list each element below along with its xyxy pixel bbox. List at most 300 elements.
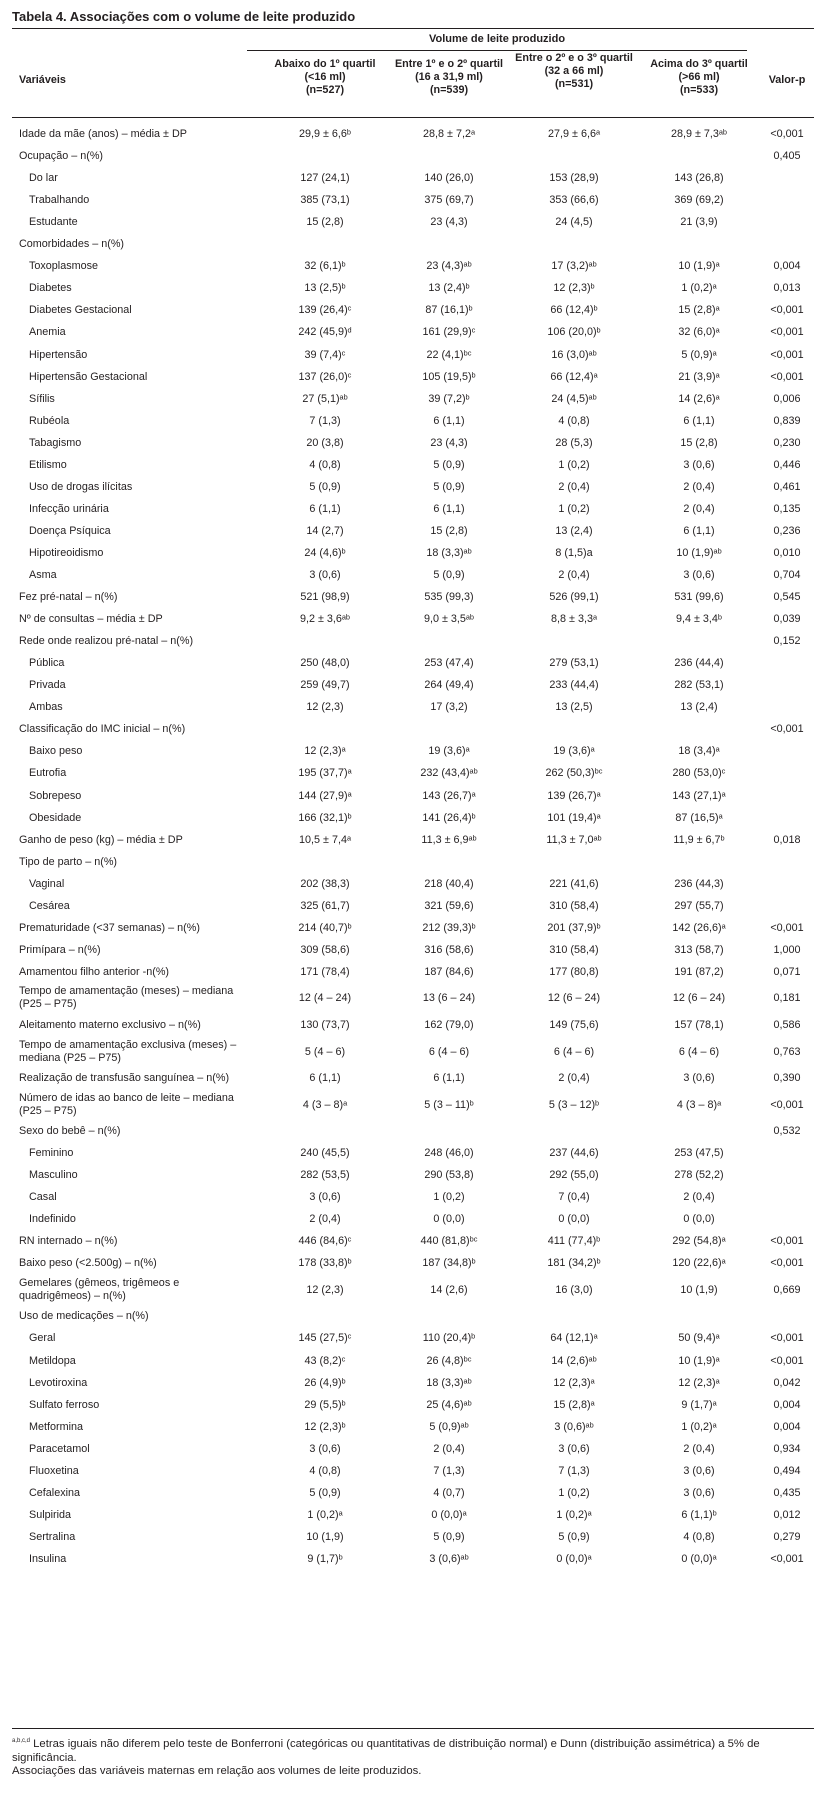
cell-pvalue: 1,000	[773, 943, 801, 956]
header-bottom-rule	[12, 117, 814, 118]
row-label: Tempo de amamentação exclusiva (meses) – mediana (P25 – P75)	[19, 1038, 237, 1064]
cell-q1: 4 (0,8)	[309, 458, 341, 471]
cell-q1: 10 (1,9)	[306, 1530, 344, 1543]
row-label: Sertralina	[29, 1530, 76, 1543]
cell-pvalue: <0,001	[770, 723, 804, 736]
footnote	[12, 1734, 814, 1765]
cell-q1: 5 (4 – 6)	[304, 1045, 346, 1058]
cell-q3: 13 (2,5)	[555, 701, 593, 714]
cell-q4: 236 (44,3)	[674, 877, 724, 890]
cell-pvalue: 0,839	[773, 414, 801, 427]
cell-pvalue: 0,435	[773, 1486, 801, 1499]
cell-q1: 1 (0,2)ᵃ	[307, 1508, 343, 1521]
cell-q1: 171 (78,4)	[300, 965, 350, 978]
cell-q1: 29 (5,5)ᵇ	[304, 1398, 346, 1411]
cell-q4: 9,4 ± 3,4ᵇ	[675, 613, 723, 626]
cell-q2: 0 (0,0)	[433, 1213, 465, 1226]
cell-q3: 526 (99,1)	[549, 591, 599, 604]
cell-pvalue: 0,494	[773, 1464, 801, 1477]
table-row	[12, 674, 814, 696]
column-header-q1: Abaixo do 1º quartil (<16 ml) (n=527)	[274, 58, 376, 96]
cell-q1: 385 (73,1)	[300, 194, 350, 207]
table-row	[12, 939, 814, 961]
table-row	[12, 366, 814, 388]
table-row	[12, 1067, 814, 1089]
cell-q4: 2 (0,4)	[683, 502, 715, 515]
cell-q3: 153 (28,9)	[549, 172, 599, 185]
row-label: Do lar	[29, 172, 58, 185]
row-label: Realização de transfusão sanguínea – n(%)	[19, 1072, 230, 1085]
cell-q3: 3 (0,6)	[558, 1442, 590, 1455]
cell-q2: 321 (59,6)	[424, 899, 474, 912]
table-row	[12, 586, 814, 608]
table-row	[12, 520, 814, 542]
cell-q3: 310 (58,4)	[549, 899, 599, 912]
table-row	[12, 1394, 814, 1416]
row-label: Privada	[29, 679, 66, 692]
cell-q2: 28,8 ± 7,2ᵃ	[423, 128, 475, 141]
cell-q1: 13 (2,5)ᵇ	[304, 282, 346, 295]
cell-q2: 248 (46,0)	[424, 1147, 474, 1160]
cell-q3: 1 (0,2)	[558, 1486, 590, 1499]
cell-q3: 12 (6 – 24)	[547, 992, 601, 1005]
cell-q3: 15 (2,8)ᵃ	[553, 1398, 595, 1411]
cell-q3: 4 (0,8)	[558, 414, 590, 427]
cell-q2: 7 (1,3)	[433, 1464, 465, 1477]
variables-header: Variáveis	[19, 74, 66, 86]
table-row	[12, 873, 814, 895]
cell-pvalue: 0,934	[773, 1442, 801, 1455]
cell-pvalue: 0,018	[773, 833, 801, 846]
cell-q3: 7 (0,4)	[558, 1191, 590, 1204]
cell-q1: 259 (49,7)	[300, 679, 350, 692]
cell-q4: 282 (53,1)	[674, 679, 724, 692]
cell-pvalue: 0,236	[773, 524, 801, 537]
cell-pvalue: <0,001	[770, 1098, 804, 1111]
row-label: Feminino	[29, 1147, 74, 1160]
cell-q4: 143 (26,8)	[674, 172, 724, 185]
cell-q2: 212 (39,3)ᵇ	[422, 921, 476, 934]
cell-q3: 237 (44,6)	[549, 1147, 599, 1160]
cell-q3: 24 (4,5)ᵃᵇ	[551, 392, 597, 405]
cell-q2: 4 (0,7)	[433, 1486, 465, 1499]
cell-q2: 535 (99,3)	[424, 591, 474, 604]
cell-q4: 369 (69,2)	[674, 194, 724, 207]
cell-q3: 12 (2,3)ᵇ	[553, 282, 595, 295]
cell-q3: 8 (1,5)a	[555, 546, 593, 559]
row-label: Asma	[29, 569, 57, 582]
cell-pvalue: 0,446	[773, 458, 801, 471]
cell-q2: 9,0 ± 3,5ᵃᵇ	[423, 613, 475, 626]
cell-pvalue: 0,461	[773, 480, 801, 493]
row-label: Diabetes Gestacional	[29, 304, 132, 317]
column-header-q3: Entre o 2º e o 3º quartil (32 a 66 ml) (n=531)	[515, 52, 633, 90]
row-label: Hipertensão	[29, 348, 88, 361]
cell-q3: 64 (12,1)ᵃ	[550, 1332, 598, 1345]
cell-q3: 279 (53,1)	[549, 657, 599, 670]
cell-q4: 32 (6,0)ᵃ	[678, 326, 720, 339]
cell-q2: 14 (2,6)	[430, 1283, 468, 1296]
cell-q1: 144 (27,9)ᵃ	[298, 789, 352, 802]
cell-q2: 39 (7,2)ᵇ	[428, 392, 470, 405]
cell-q3: 262 (50,3)ᵇᶜ	[545, 767, 603, 780]
cell-q2: 17 (3,2)	[430, 701, 468, 714]
table-row	[12, 1252, 814, 1274]
cell-q4: 2 (0,4)	[683, 1442, 715, 1455]
cell-q3: 2 (0,4)	[558, 569, 590, 582]
column-group-label: Volume de leite produzido	[428, 33, 566, 45]
cell-q2: 5 (3 – 11)ᵇ	[424, 1098, 474, 1111]
table-row	[12, 807, 814, 829]
cell-q1: 3 (0,6)	[309, 1442, 341, 1455]
row-label: Ganho de peso (kg) – média ± DP	[19, 833, 183, 846]
cell-q3: 181 (34,2)ᵇ	[547, 1257, 601, 1270]
cell-q1: 446 (84,6)ᶜ	[298, 1235, 352, 1248]
cell-q2: 23 (4,3)	[430, 436, 468, 449]
row-label: Hipotireoidismo	[29, 546, 104, 559]
cell-q4: 292 (54,8)ᵃ	[672, 1235, 726, 1248]
row-label: Metildopa	[29, 1354, 76, 1367]
cell-q3: 66 (12,4)ᵃ	[550, 370, 598, 383]
cell-pvalue: 0,042	[773, 1376, 801, 1389]
cell-pvalue: 0,763	[773, 1045, 801, 1058]
cell-q2: 2 (0,4)	[433, 1442, 465, 1455]
row-label: Vaginal	[29, 877, 65, 890]
row-label: Sulfato ferroso	[29, 1398, 100, 1411]
cell-q4: 278 (52,2)	[674, 1169, 724, 1182]
cell-q3: 24 (4,5)	[555, 216, 593, 229]
table-row	[12, 432, 814, 454]
table-row	[12, 388, 814, 410]
cell-q4: 15 (2,8)	[680, 436, 718, 449]
cell-q3: 177 (80,8)	[549, 965, 599, 978]
table-row	[12, 762, 814, 784]
cell-q1: 26 (4,9)ᵇ	[304, 1376, 346, 1389]
row-label: Cesárea	[29, 899, 70, 912]
row-label: Nº de consultas – média ± DP	[19, 613, 163, 626]
cell-q3: 8,8 ± 3,3ᵃ	[551, 613, 597, 626]
row-label: Sexo do bebê – n(%)	[19, 1125, 121, 1138]
cell-q4: 10 (1,9)ᵃ	[678, 1354, 720, 1367]
row-label: Estudante	[29, 216, 78, 229]
row-label: Pública	[29, 657, 65, 670]
table-row	[12, 1274, 814, 1305]
cell-q4: 18 (3,4)ᵃ	[678, 745, 720, 758]
cell-q2: 161 (29,9)ᶜ	[422, 326, 476, 339]
table-title: Tabela 4. Associações com o volume de leite produzido	[12, 9, 356, 24]
table-row	[12, 1230, 814, 1252]
table-row	[12, 1372, 814, 1394]
cell-q1: 137 (26,0)ᶜ	[298, 370, 352, 383]
cell-q1: 145 (27,5)ᶜ	[298, 1332, 352, 1345]
cell-q2: 162 (79,0)	[424, 1018, 474, 1031]
cell-q3: 6 (4 – 6)	[553, 1045, 595, 1058]
cell-q1: 195 (37,7)ᵃ	[298, 767, 352, 780]
row-label: Gemelares (gêmeos, trigêmeos e quadrigêmeos) – n(%)	[19, 1276, 180, 1302]
row-label: Etilismo	[29, 458, 67, 471]
cell-q4: 21 (3,9)	[680, 216, 718, 229]
row-label: Toxoplasmose	[29, 260, 99, 273]
cell-q2: 19 (3,6)ᵃ	[428, 745, 470, 758]
row-label: Tempo de amamentação (meses) – mediana (P25 – P75)	[19, 985, 234, 1011]
cell-pvalue: 0,004	[773, 1420, 801, 1433]
row-label: Prematuridade (<37 semanas) – n(%)	[19, 921, 200, 934]
table-row	[12, 785, 814, 807]
table-row	[12, 1208, 814, 1230]
cell-q4: 313 (58,7)	[674, 943, 724, 956]
cell-pvalue: 0,532	[773, 1125, 801, 1138]
table-row	[12, 1089, 814, 1120]
row-label: Classificação do IMC inicial – n(%)	[19, 723, 186, 736]
cell-q1: 29,9 ± 6,6ᵇ	[298, 128, 352, 141]
cell-q1: 12 (2,3)	[306, 701, 344, 714]
cell-q2: 6 (1,1)	[433, 502, 465, 515]
cell-q2: 187 (34,8)ᵇ	[422, 1257, 476, 1270]
cell-q2: 23 (4,3)	[430, 216, 468, 229]
cell-q4: 0 (0,0)ᵃ	[681, 1552, 717, 1565]
cell-q4: 6 (1,1)	[683, 414, 715, 427]
cell-q1: 202 (38,3)	[300, 877, 350, 890]
table-caption: Associações das variáveis maternas em relação aos volumes de leite produzidos.	[12, 1765, 422, 1777]
cell-q2: 316 (58,6)	[424, 943, 474, 956]
cell-q1: 32 (6,1)ᵇ	[304, 260, 346, 273]
table-row	[12, 1350, 814, 1372]
cell-q1: 6 (1,1)	[309, 502, 341, 515]
cell-q3: 411 (77,4)ᵇ	[547, 1235, 601, 1248]
cell-q2: 5 (0,9)	[433, 458, 465, 471]
table-row	[12, 1504, 814, 1526]
table-row	[12, 1014, 814, 1036]
cell-q4: 297 (55,7)	[674, 899, 724, 912]
cell-q4: 0 (0,0)	[683, 1213, 715, 1226]
row-label: Levotiroxina	[29, 1376, 88, 1389]
table-row	[12, 1482, 814, 1504]
cell-q3: 149 (75,6)	[549, 1018, 599, 1031]
cell-q1: 20 (3,8)	[306, 436, 344, 449]
row-label: Paracetamol	[29, 1442, 90, 1455]
cell-q3: 5 (0,9)	[558, 1530, 590, 1543]
cell-pvalue: 0,704	[773, 569, 801, 582]
table-row	[12, 895, 814, 917]
cell-q4: 87 (16,5)ᵃ	[675, 811, 723, 824]
cell-q4: 3 (0,6)	[683, 1464, 715, 1477]
cell-pvalue: <0,001	[770, 304, 804, 317]
cell-q4: 280 (53,0)ᶜ	[672, 767, 726, 780]
table-row	[12, 454, 814, 476]
cell-q3: 0 (0,0)	[558, 1213, 590, 1226]
cell-q3: 1 (0,2)	[558, 458, 590, 471]
cell-q3: 310 (58,4)	[549, 943, 599, 956]
row-label: Metformina	[29, 1420, 84, 1433]
cell-q1: 12 (2,3)ᵃ	[304, 745, 346, 758]
cell-q4: 21 (3,9)ᵃ	[678, 370, 720, 383]
cell-q2: 264 (49,4)	[424, 679, 474, 692]
row-label: Anemia	[29, 326, 66, 339]
cell-q1: 12 (2,3)	[306, 1283, 344, 1296]
cell-q1: 6 (1,1)	[309, 1072, 341, 1085]
table-row	[12, 1142, 814, 1164]
table-row	[12, 1548, 814, 1570]
table-row	[12, 167, 814, 189]
cell-pvalue: 0,279	[773, 1530, 801, 1543]
cell-q3: 201 (37,9)ᵇ	[547, 921, 601, 934]
cell-q3: 7 (1,3)	[558, 1464, 590, 1477]
cell-q3: 3 (0,6)ᵃᵇ	[554, 1420, 594, 1433]
row-label: Comorbidades – n(%)	[19, 238, 125, 251]
table-row	[12, 740, 814, 762]
cell-pvalue: 0,071	[773, 965, 801, 978]
cell-q4: 6 (1,1)	[683, 524, 715, 537]
cell-pvalue: 0,013	[773, 282, 801, 295]
cell-q3: 106 (20,0)ᵇ	[547, 326, 601, 339]
cell-q2: 22 (4,1)ᵇᶜ	[426, 348, 472, 361]
cell-q2: 375 (69,7)	[424, 194, 474, 207]
table-row	[12, 344, 814, 366]
cell-q2: 13 (6 – 24)	[422, 992, 476, 1005]
cell-q3: 19 (3,6)ᵃ	[553, 745, 595, 758]
cell-pvalue: <0,001	[770, 1235, 804, 1248]
row-label: Diabetes	[29, 282, 72, 295]
row-label: Tipo de parto – n(%)	[19, 855, 118, 868]
cell-q4: 1 (0,2)ᵃ	[681, 282, 717, 295]
row-label: Baixo peso (<2.500g) – n(%)	[19, 1257, 157, 1270]
cell-pvalue: 0,390	[773, 1072, 801, 1085]
cell-q1: 5 (0,9)	[309, 1486, 341, 1499]
cell-q4: 10 (1,9)	[680, 1283, 718, 1296]
cell-pvalue: 0,586	[773, 1018, 801, 1031]
table-row	[12, 1186, 814, 1208]
cell-q2: 440 (81,8)ᵇᶜ	[420, 1235, 478, 1248]
cell-q3: 13 (2,4)	[555, 524, 593, 537]
cell-q3: 1 (0,2)ᵃ	[556, 1508, 592, 1521]
cell-q3: 28 (5,3)	[555, 436, 593, 449]
cell-q2: 5 (0,9)	[433, 1530, 465, 1543]
cell-q3: 292 (55,0)	[549, 1169, 599, 1182]
cell-pvalue: 0,010	[773, 546, 801, 559]
cell-q4: 10 (1,9)ᵃᵇ	[676, 546, 722, 559]
row-label: RN internado – n(%)	[19, 1235, 118, 1248]
row-label: Número de idas ao banco de leite – mediana (P25 – P75)	[19, 1091, 234, 1117]
row-label: Obesidade	[29, 811, 82, 824]
cell-q2: 6 (4 – 6)	[428, 1045, 470, 1058]
row-label: Trabalhando	[29, 194, 90, 207]
cell-q3: 2 (0,4)	[558, 1072, 590, 1085]
cell-q2: 5 (0,9)	[433, 480, 465, 493]
cell-q1: 127 (24,1)	[300, 172, 350, 185]
row-label: Masculino	[29, 1169, 78, 1182]
cell-q4: 2 (0,4)	[683, 1191, 715, 1204]
table-row	[12, 718, 814, 740]
cell-q1: 5 (0,9)	[309, 480, 341, 493]
cell-q2: 25 (4,6)ᵃᵇ	[426, 1398, 472, 1411]
table-row	[12, 1164, 814, 1186]
table-row	[12, 542, 814, 564]
cell-q3: 233 (44,4)	[549, 679, 599, 692]
table-row	[12, 1120, 814, 1142]
cell-q1: 15 (2,8)	[306, 216, 344, 229]
table-row	[12, 696, 814, 718]
cell-q4: 142 (26,6)ᵃ	[672, 921, 726, 934]
cell-q2: 5 (0,9)ᵃᵇ	[429, 1420, 469, 1433]
cell-q3: 2 (0,4)	[558, 480, 590, 493]
cell-q2: 187 (84,6)	[424, 965, 474, 978]
cell-q1: 139 (26,4)ᶜ	[298, 304, 352, 317]
cell-q1: 166 (32,1)ᵇ	[298, 811, 352, 824]
table-row	[12, 145, 814, 167]
cell-q2: 253 (47,4)	[424, 657, 474, 670]
cell-pvalue: 0,039	[773, 613, 801, 626]
cell-pvalue: 0,669	[773, 1283, 801, 1296]
cell-pvalue: <0,001	[770, 1552, 804, 1565]
row-label: Tabagismo	[29, 436, 82, 449]
table-row	[12, 652, 814, 674]
cell-q3: 17 (3,2)ᵃᵇ	[551, 260, 597, 273]
table-row	[12, 851, 814, 873]
table-row	[12, 233, 814, 255]
cell-pvalue: 0,152	[773, 635, 801, 648]
table-row	[12, 1327, 814, 1349]
table-row	[12, 123, 814, 145]
cell-q2: 6 (1,1)	[433, 414, 465, 427]
row-label: Hipertensão Gestacional	[29, 370, 148, 383]
cell-q4: 6 (4 – 6)	[678, 1045, 720, 1058]
row-label: Indefinido	[29, 1213, 76, 1226]
cell-q4: 5 (0,9)ᵃ	[681, 348, 717, 361]
cell-q4: 6 (1,1)ᵇ	[681, 1508, 717, 1521]
cell-q1: 282 (53,5)	[300, 1169, 350, 1182]
row-label: Baixo peso	[29, 745, 83, 758]
cell-q1: 3 (0,6)	[309, 569, 341, 582]
cell-q4: 14 (2,6)ᵃ	[678, 392, 720, 405]
cell-q3: 66 (12,4)ᵇ	[550, 304, 598, 317]
row-label: Sulpirida	[29, 1508, 72, 1521]
cell-q1: 178 (33,8)ᵇ	[298, 1257, 352, 1270]
footnote-text: Letras iguais não diferem pelo teste de Bonferroni (categóricas ou quantitativas de distribuição normal) e Dunn (distribuição assimétrica) a 5% de significância.	[12, 1737, 760, 1764]
cell-pvalue: <0,001	[770, 1257, 804, 1270]
cell-q1: 39 (7,4)ᶜ	[304, 348, 346, 361]
row-label: Ambas	[29, 701, 63, 714]
cell-q4: 4 (0,8)	[683, 1530, 715, 1543]
row-label: Rede onde realizou pré-natal – n(%)	[19, 635, 194, 648]
cell-q4: 157 (78,1)	[674, 1018, 724, 1031]
table-row	[12, 1526, 814, 1548]
cell-q1: 242 (45,9)ᵈ	[298, 326, 352, 339]
cell-pvalue: 0,004	[773, 1398, 801, 1411]
cell-q3: 16 (3,0)	[555, 1283, 593, 1296]
row-label: Sobrepeso	[29, 789, 82, 802]
cell-q1: 130 (73,7)	[300, 1018, 350, 1031]
cell-q2: 232 (43,4)ᵃᵇ	[420, 767, 478, 780]
cell-pvalue: <0,001	[770, 1332, 804, 1345]
cell-q4: 10 (1,9)ᵃ	[678, 260, 720, 273]
cell-q1: 7 (1,3)	[309, 414, 341, 427]
cell-q4: 236 (44,4)	[674, 657, 724, 670]
cell-q2: 23 (4,3)ᵃᵇ	[426, 260, 472, 273]
cell-q3: 14 (2,6)ᵃᵇ	[551, 1354, 597, 1367]
table-row	[12, 608, 814, 630]
row-label: Infecção urinária	[29, 502, 109, 515]
row-label: Rubéola	[29, 414, 70, 427]
footnote-superscript: a,b,c,d	[12, 1738, 31, 1744]
cell-q4: 3 (0,6)	[683, 458, 715, 471]
table-row	[12, 255, 814, 277]
cell-q3: 11,3 ± 7,0ᵃᵇ	[546, 833, 602, 846]
cell-pvalue: <0,001	[770, 128, 804, 141]
cell-pvalue: 0,230	[773, 436, 801, 449]
cell-q3: 1 (0,2)	[558, 502, 590, 515]
cell-q4: 1 (0,2)ᵃ	[681, 1420, 717, 1433]
column-group-rule	[247, 50, 747, 51]
